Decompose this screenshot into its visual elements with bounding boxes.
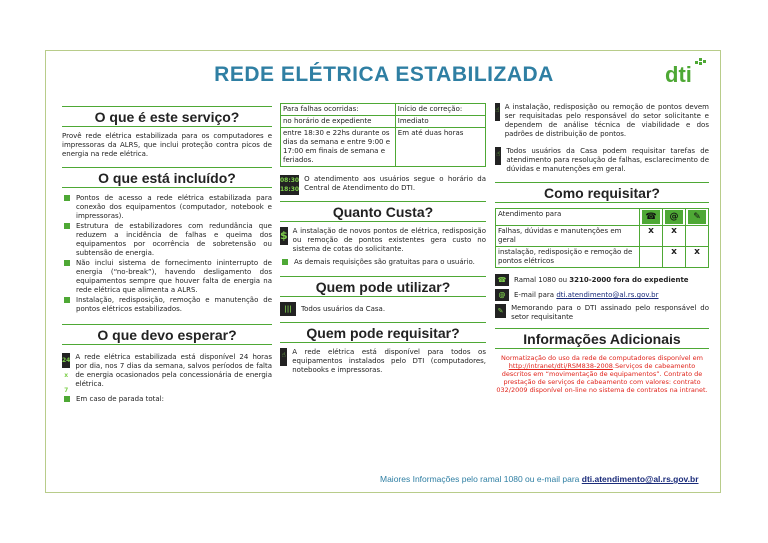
table-row	[281, 104, 486, 116]
included-list	[62, 194, 272, 314]
dti-logo	[665, 62, 692, 88]
channel-table	[495, 208, 709, 268]
cost-text: A instalação de novos pontos de elétrica, redisposição ou remoção de pontos existentes gera custo no sistema de cotas do solicitante.	[292, 227, 486, 253]
users-request-text: Todos usuários da Casa podem requisitar tarefas de atendimento para resolução de falhas, esclarecimento de dúvidas e manutenções em geral.	[506, 147, 709, 173]
phone-row	[495, 274, 709, 286]
footer-email-link[interactable]: dti.atendimento@al.rs.gov.br	[581, 474, 699, 484]
table-header-cell: Para falhas ocorridas:	[281, 104, 396, 116]
hours-row	[280, 175, 486, 195]
phone-prefix: Ramal 1080 ou	[514, 276, 570, 284]
table-cell: no horário de expediente	[281, 116, 396, 128]
heading-expect: O que devo esperar?	[62, 324, 272, 345]
table-cell	[640, 247, 663, 268]
table-cell: instalação, redisposição e remoção de pontos elétricos	[496, 247, 640, 268]
column-middle	[280, 103, 486, 378]
table-row	[496, 247, 709, 268]
at-icon: @	[495, 289, 509, 301]
table-cell: x	[663, 226, 686, 247]
table-cell: x	[640, 226, 663, 247]
column-left	[62, 100, 272, 405]
table-cell: Falhas, dúvidas e manutenções em geral	[496, 226, 640, 247]
list-item: Estrutura de estabilizadores com redundância que reduzem a incidência de falhas e queima dos equipamentos por ocorrência de sobretensão ou subtensão de energia.	[62, 222, 272, 258]
email-link[interactable]: dti.atendimento@al.rs.gov.br	[556, 291, 659, 299]
list-item: Instalação, redisposição, remoção e manutenção de pontos elétricos estabilizados.	[62, 296, 272, 314]
email-row	[495, 289, 709, 301]
list-item: Não inclui sistema de fornecimento ininterrupto de energia (“no-break”), havendo desligamento dos equipamentos sempre que houver falta de energia na rede elétrica que alimenta a ALRS.	[62, 259, 272, 295]
use-text: Todos usuários da Casa.	[301, 305, 386, 313]
memo-icon: ✎	[688, 210, 706, 224]
email-prefix: E-mail para	[514, 291, 557, 299]
heading-request: Quem pode requisitar?	[280, 322, 486, 343]
memo-row	[495, 304, 709, 322]
heading-info: Informações Adicionais	[495, 328, 709, 349]
install-text: A instalação, redisposição ou remoção de pontos devem ser requisitadas pelo responsável do setor solicitante e dependem de análise técnica de viabilidade e dos padrões de distribuição de pontos.	[504, 103, 709, 138]
page-title: REDE ELÉTRICA ESTABILIZADA	[214, 63, 554, 86]
footer-text: Maiores Informações pelo ramal 1080 ou e-mail para	[380, 474, 582, 484]
table-header-cell: Atendimento para	[496, 209, 640, 226]
table-row	[496, 226, 709, 247]
table-cell: x	[663, 247, 686, 268]
heading-included: O que está incluído?	[62, 167, 272, 188]
logo-text: dti	[665, 62, 692, 87]
outage-item: Em caso de parada total:	[62, 395, 272, 404]
column-right	[495, 100, 709, 394]
table-row	[496, 209, 709, 226]
info-link[interactable]: http://intranet/dti/RSM838-2008	[508, 362, 613, 370]
table-header-cell: Início de correção:	[395, 104, 485, 116]
correction-table	[280, 103, 486, 167]
info-text: Normatização do uso da rede de computadores disponível em http://intranet/dti/RSM838-2008.Serviços de cabeamento descritos em “movimentação de equipamentos”. Contrato de prestação de serviços de cabeamento com valores: contrato 032/2009 disponível on-line no sistema de contratos na intranet.	[496, 354, 708, 394]
list-item: Pontos de acesso a rede elétrica estabilizada para conexão dos equipamentos (computador, notebook e impressoras).	[62, 194, 272, 221]
table-cell: Em até duas horas	[395, 128, 485, 167]
use-row	[280, 302, 486, 316]
table-row	[281, 128, 486, 167]
heading-service: O que é este serviço?	[62, 106, 272, 127]
footer	[380, 474, 699, 484]
logo-dots-icon	[695, 58, 705, 68]
hours-text: O atendimento aos usuários segue o horário da Central de Atendimento do DTI.	[304, 175, 486, 192]
heading-use: Quem pode utilizar?	[280, 276, 486, 297]
users-icon: |||	[280, 302, 296, 316]
dollar-icon: $	[280, 227, 288, 245]
install-row	[495, 103, 709, 139]
24x7-icon: 24 x 7	[62, 353, 70, 368]
hand-icon: ☝	[495, 103, 500, 121]
table-cell: Imediato	[395, 116, 485, 128]
heading-how: Como requisitar?	[495, 182, 709, 203]
phone-after-hours: 3210-2000 fora do expediente	[569, 276, 689, 284]
clock-icon: 08:30 18:30	[280, 177, 300, 193]
memo-text: Memorando para o DTI assinado pelo responsável do setor requisitante	[511, 304, 709, 321]
service-text: Provê rede elétrica estabilizada para os computadores e impressoras da ALRS, que inclui proteção contra picos de energia na rede elétrica.	[62, 132, 272, 158]
hand-icon: ☝	[280, 348, 287, 366]
availability-text: A rede elétrica estabilizada está disponível 24 horas por dia, nos 7 dias da semana, salvos períodos de falta de energia ocasionados pela concessionária de energia elétrica.	[75, 353, 272, 388]
users-request-row	[495, 147, 709, 174]
availability-row	[62, 353, 272, 394]
at-icon: @	[665, 210, 683, 224]
table-cell: x	[686, 247, 709, 268]
heading-cost: Quanto Custa?	[280, 201, 486, 222]
hand-icon: ☝	[495, 147, 501, 165]
phone-icon: ☎	[495, 274, 509, 286]
table-row	[281, 116, 486, 128]
request-row	[280, 348, 486, 375]
table-cell	[686, 226, 709, 247]
request-text: A rede elétrica está disponível para todos os equipamentos instalados pelo DTI (computadores, notebooks e impressoras.	[292, 348, 486, 374]
phone-icon: ☎	[642, 210, 660, 224]
cost-row	[280, 227, 486, 254]
table-cell: entre 18:30 e 22hs durante os dias da semana e entre 9:00 e 17:00 em finais de semana e feriados.	[281, 128, 396, 167]
free-item: As demais requisições são gratuitas para o usuário.	[280, 258, 486, 267]
memo-icon: ✎	[495, 304, 506, 318]
